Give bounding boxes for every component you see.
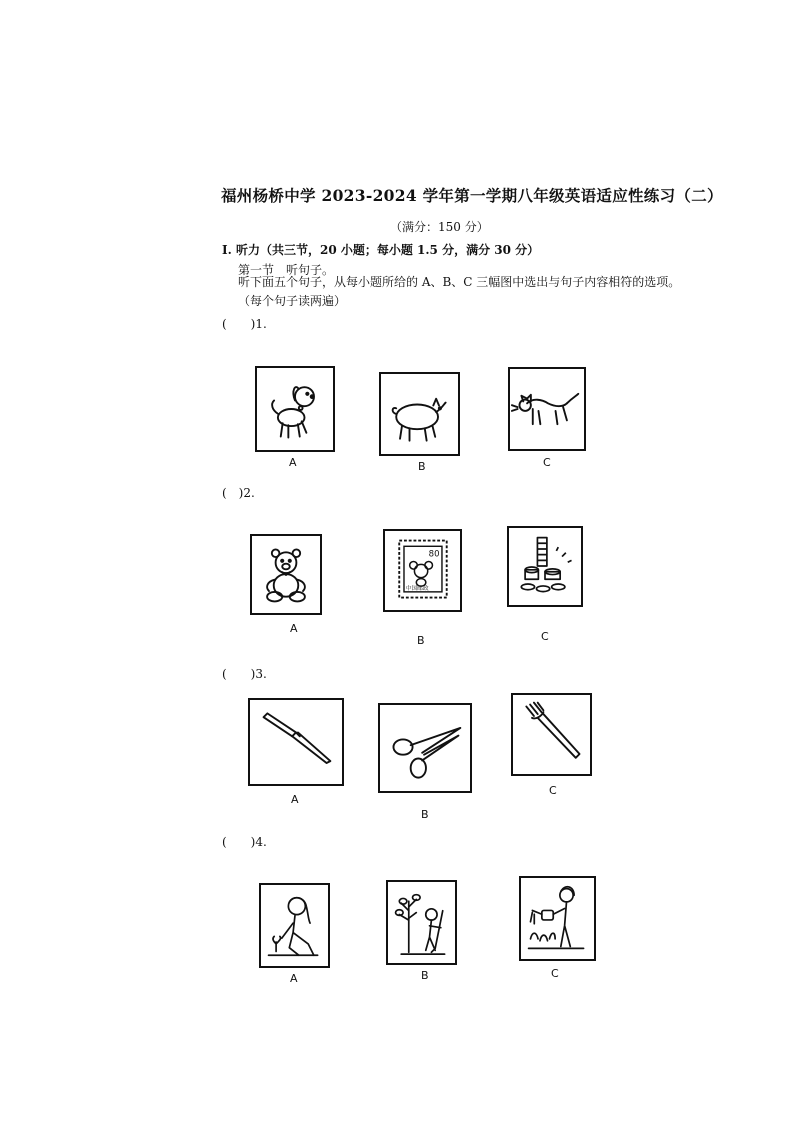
option-image-girl-planting[interactable] [259,883,330,968]
option-image-fork[interactable] [511,693,592,776]
fork-icon [513,695,590,774]
option-image-girl-watering[interactable] [519,876,596,961]
girl-planting-icon [261,885,328,966]
dog-icon [257,368,333,450]
stamp-country: 中国邮政 [405,585,429,592]
option-image-cat[interactable] [508,367,586,451]
boy-digging-tree-icon [388,882,455,963]
option-image-scissors[interactable] [378,703,472,793]
section-heading: I. 听力（共三节，20 小题；每小题 1.5 分，满分 30 分） [222,243,540,257]
section-instruction: 听下面五个句子，从每小题所给的 A、B、C 三幅图中选出与句子内容相符的选项。（每个句子读两遍） [238,275,681,308]
stamp-value: 80 [428,549,440,560]
cat-icon [510,369,584,449]
option-label: C [549,784,557,797]
question-number: ( )3. [222,667,267,681]
option-label: A [290,972,298,985]
knife-icon [250,700,342,784]
question-number: ( )4. [222,835,267,849]
option-label: C [543,456,551,469]
option-label: B [417,634,425,647]
option-label: C [541,630,549,643]
full-score: （满分：150 分） [390,220,489,234]
page-title: 福州杨桥中学 2023-2024 学年第一学期八年级英语适应性练习（二） [221,186,723,205]
option-label: C [551,967,559,980]
scissors-icon [380,705,470,791]
question-number: ( )2. [222,486,255,500]
section-subheading: 第一节 听句子。 [238,263,335,277]
question-number: ( )1. [222,317,267,331]
option-image-boy-digging-tree[interactable] [386,880,457,965]
option-label: B [418,460,426,473]
option-image-pig[interactable] [379,372,460,456]
pig-icon [381,374,458,454]
option-label: B [421,969,429,982]
option-image-dog[interactable] [255,366,335,452]
girl-watering-icon [521,878,594,959]
option-image-coins[interactable] [507,526,583,607]
stamp-icon [385,531,460,610]
option-image-knife[interactable] [248,698,344,786]
option-label: A [290,622,298,635]
option-label: A [291,793,299,806]
option-image-teddy-bear[interactable] [250,534,322,615]
coins-icon [509,528,581,605]
option-label: A [289,456,297,469]
teddy-bear-icon [252,536,320,613]
option-image-stamp[interactable] [383,529,462,612]
option-label: B [421,808,429,821]
